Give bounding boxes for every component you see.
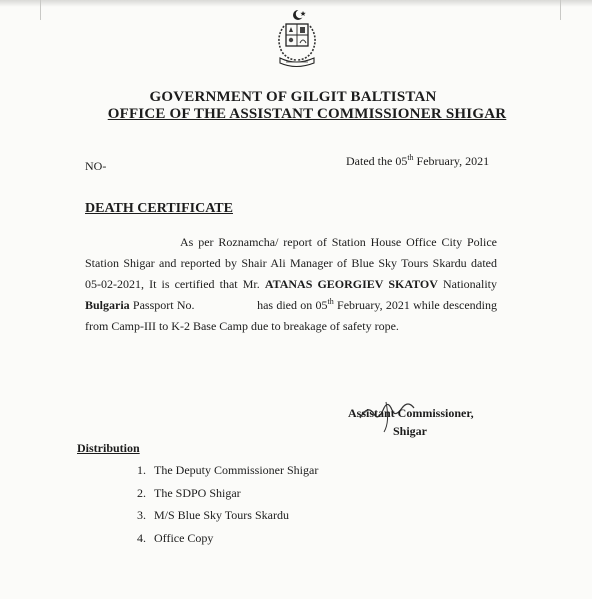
list-item: 2. The SDPO Shigar <box>137 485 241 500</box>
government-heading: GOVERNMENT OF GILGIT BALTISTAN <box>149 89 437 105</box>
list-item: 1. The Deputy Commissioner Shigar <box>137 463 319 477</box>
issue-date: Dated the 05th February, 2021 <box>346 153 490 168</box>
deceased-name: ATANAS GEORGIEV SKATOV <box>264 277 438 291</box>
signatory-title: Assistant Commissioner, <box>348 406 474 420</box>
office-heading: OFFICE OF THE ASSISTANT COMMISSIONER SHIGAR <box>107 106 507 122</box>
government-emblem-icon <box>266 8 326 70</box>
list-item: 4. Office Copy <box>137 530 214 545</box>
paper-fold-shadow <box>0 0 592 7</box>
signatory-place: Shigar <box>393 424 428 438</box>
certificate-body: As per Roznamcha/ report of Station House Office City Police Station Shigar and reported by Shair Ali Manager of Blue Sky Tours Skardu dated 05-02-2021, It is certified that Mr. ATANAS GEORGIEV SKATOV Nationality Bulgaria Passport No. has died on 05th February, 2021 while descending from Camp-III to K-2 Base Camp due to breakage of safety rope. <box>85 235 498 333</box>
distribution-list <box>137 459 318 549</box>
paper-crease-right <box>560 0 561 20</box>
nationality-value: Bulgaria <box>85 298 130 312</box>
paper-crease-left <box>40 0 41 20</box>
certificate-title: DEATH CERTIFICATE <box>85 201 233 216</box>
reference-number-label: NO- <box>85 159 107 173</box>
list-item: 3. M/S Blue Sky Tours Skardu <box>137 508 289 522</box>
distribution-heading: Distribution <box>77 441 140 455</box>
